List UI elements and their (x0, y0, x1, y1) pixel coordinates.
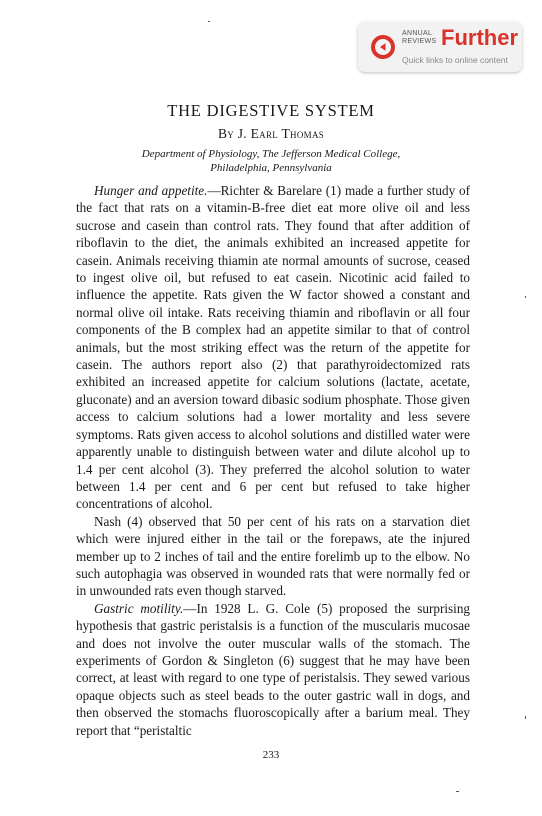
quick-links-label: Quick links to online content (402, 55, 508, 65)
annual-reviews-further-badge[interactable] (358, 22, 522, 72)
scan-speck (208, 21, 210, 22)
body-paragraph (76, 182, 470, 513)
scan-speck (525, 716, 526, 719)
body-paragraph (76, 600, 470, 739)
affiliation-line: Department of Physiology, The Jefferson Medical College, (141, 148, 401, 160)
author-line (0, 126, 542, 142)
paragraph-text: —In 1928 L. G. Cole (5) proposed the surprising hypothesis that gastric peristalsis is a function of the muscularis mucosae and does not involve the outer muscular walls of the stomach. The experiments of Gordon & Singleton (6) suggest that he may have been correct, at least with regard to one type of peristalsis. They sewed various opaque objects such as steel beads to the outer gastric wall in dogs, and then observed the stomachs fluoroscopically after a barium meal. They report that “peristaltic (76, 600, 471, 738)
article-body (76, 182, 470, 739)
body-paragraph (76, 513, 470, 600)
annual-reviews-logo-text: ANNUAL REVIEWS (402, 30, 437, 45)
page-number: 233 (262, 749, 280, 761)
author-name: By J. Earl Thomas (217, 126, 325, 141)
paragraph-text: Nash (4) observed that 50 per cent of his rats on a starvation diet which were injured either in the tail or the forepaws, ate the injured member up to 2 inches of tail and the entire forelimb up to the elbow. No such autophagia was observed in wounded rats that were normally fed or in unwounded rats even though starved. (76, 513, 470, 599)
scan-speck (456, 791, 459, 792)
article-title: THE DIGESTIVE SYSTEM (167, 101, 375, 120)
further-label: Further (441, 25, 518, 50)
paragraph-text: —Richter & Barelare (1) made a further study of the fact that rats on a vitamin-B-free diet eat more olive oil and less sucrose and casein than control rats. They found that after addition of riboflavin to the diet, the animals exhibited an increased appetite for casein. Animals receiving thiamin ate normal amounts of sucrose, ceased to ingest olive oil, but refused to eat casein. Nicotinic acid failed to influence the appetite. Rats given the W factor showed a constant and normal olive oil intake. Rats receiving thiamin and riboflavin or all four components of the B complex had an appetite similar to that of control animals, but the most striking effect was the return of the appetite for casein. The authors report also (2) that parathyroidectomized rats exhibited an increased appetite for calcium solutions (lactate, acetate, gluconate) and an aversion toward dibasic sodium phosphate. Those given access to calcium solutions had a lower mortality and less severe symptoms. Rats given access to alcohol solutions and distilled water were apparently unable to distinguish between water and dilute alcohol up to 1.4 per cent alcohol (3). They preferred the alcohol solution to water between 1.4 per cent and 6 per cent but refused to take higher concentrations of alcohol. (76, 183, 470, 512)
section-heading: Hunger and appetite. (94, 183, 208, 198)
scan-speck (525, 296, 526, 298)
section-heading: Gastric motility. (94, 600, 184, 616)
play-circle-icon (370, 34, 396, 60)
affiliation (100, 147, 442, 175)
affiliation-line: Philadelphia, Pennsylvania (210, 162, 332, 174)
